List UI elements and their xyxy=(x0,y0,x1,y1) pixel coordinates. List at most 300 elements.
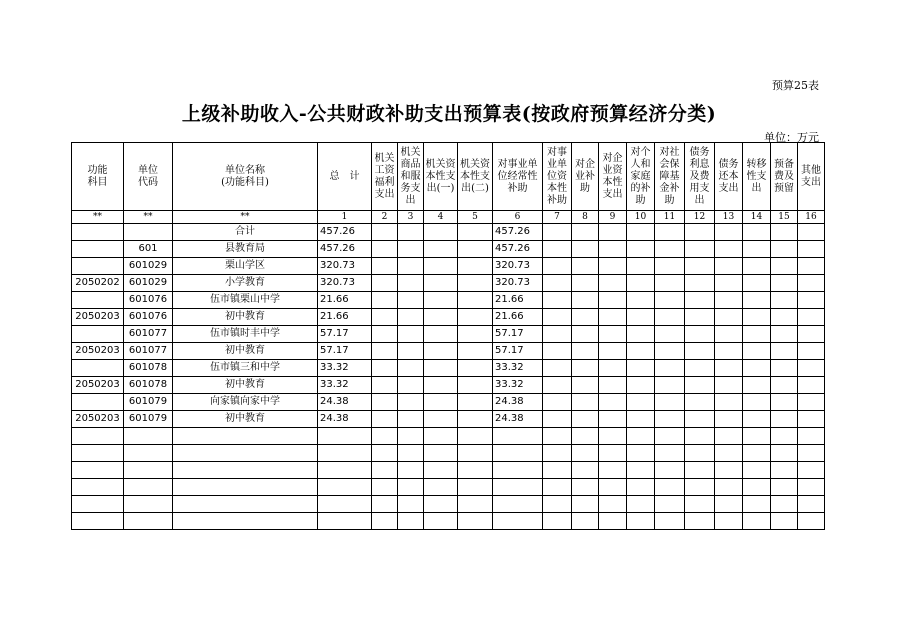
table-cell xyxy=(599,445,627,462)
table-cell xyxy=(771,377,798,394)
column-index-cell: 3 xyxy=(398,211,424,224)
table-cell xyxy=(424,513,458,530)
column-header xyxy=(173,143,318,211)
column-header-line: 助 xyxy=(580,182,590,194)
table-cell xyxy=(398,275,424,292)
table-cell xyxy=(398,360,424,377)
unit-name-cell: 初中教育 xyxy=(173,309,318,326)
table-cell xyxy=(572,275,599,292)
column-header xyxy=(743,143,771,211)
table-cell xyxy=(458,292,493,309)
column-index-cell: ** xyxy=(72,211,124,224)
column-header xyxy=(424,143,458,211)
total-cell: 24.38 xyxy=(318,394,372,411)
table-cell xyxy=(424,343,458,360)
table-cell xyxy=(173,513,318,530)
table-cell xyxy=(572,428,599,445)
table-cell xyxy=(715,428,743,445)
table-cell xyxy=(424,428,458,445)
column-header xyxy=(493,143,543,211)
table-cell xyxy=(715,445,743,462)
table-cell xyxy=(372,241,398,258)
unit-code-cell: 601076 xyxy=(124,309,173,326)
table-cell xyxy=(743,513,771,530)
unit-name-cell: 初中教育 xyxy=(173,343,318,360)
table-cell xyxy=(424,258,458,275)
table-cell xyxy=(318,513,372,530)
unit-name-cell: 向家镇向家中学 xyxy=(173,394,318,411)
table-cell xyxy=(372,258,398,275)
table-row xyxy=(72,377,825,394)
column-index-row xyxy=(72,211,825,224)
table-cell xyxy=(124,462,173,479)
column-header-line: 本性支 xyxy=(460,170,490,182)
table-cell xyxy=(72,445,124,462)
column-header-line: 出 xyxy=(751,182,762,194)
unit-name-cell: 初中教育 xyxy=(173,411,318,428)
table-cell xyxy=(685,479,715,496)
table-cell xyxy=(627,292,655,309)
table-cell xyxy=(398,377,424,394)
table-cell xyxy=(715,275,743,292)
column-header-line: 支出 xyxy=(801,176,821,188)
table-cell xyxy=(715,479,743,496)
table-cell xyxy=(627,496,655,513)
table-cell xyxy=(398,496,424,513)
table-cell xyxy=(318,445,372,462)
unit-code-cell: 601 xyxy=(124,241,173,258)
table-cell xyxy=(543,513,572,530)
column-index-cell: 10 xyxy=(627,211,655,224)
public-institution-subsidy-cell: 33.32 xyxy=(493,377,543,394)
table-cell xyxy=(372,462,398,479)
column-header-line: 单位名称 xyxy=(225,164,265,176)
table-cell xyxy=(771,513,798,530)
table-cell xyxy=(458,479,493,496)
table-cell xyxy=(655,275,685,292)
total-cell: 320.73 xyxy=(318,275,372,292)
total-cell: 33.32 xyxy=(318,360,372,377)
table-cell xyxy=(572,479,599,496)
table-cell xyxy=(627,241,655,258)
table-row xyxy=(72,360,825,377)
table-cell xyxy=(372,343,398,360)
table-cell xyxy=(493,496,543,513)
table-cell xyxy=(372,224,398,241)
table-cell xyxy=(771,411,798,428)
total-cell: 57.17 xyxy=(318,343,372,360)
table-cell xyxy=(599,309,627,326)
column-header-line: 本性支 xyxy=(425,170,456,182)
table-cell xyxy=(771,394,798,411)
total-cell: 320.73 xyxy=(318,258,372,275)
table-cell xyxy=(715,394,743,411)
table-cell xyxy=(543,479,572,496)
column-header xyxy=(685,143,715,211)
page-title: 上级补助收入-公共财政补助支出预算表(按政府预算经济分类) xyxy=(181,103,717,125)
table-cell xyxy=(599,462,627,479)
column-index-cell: ** xyxy=(124,211,173,224)
column-index-cell: 4 xyxy=(424,211,458,224)
column-header xyxy=(655,143,685,211)
column-header-line: 用支 xyxy=(689,182,710,194)
function-code-cell xyxy=(72,394,124,411)
table-cell xyxy=(655,462,685,479)
table-cell xyxy=(771,496,798,513)
table-row xyxy=(72,258,825,275)
table-cell xyxy=(771,360,798,377)
empty-row xyxy=(72,445,825,462)
table-cell xyxy=(493,462,543,479)
empty-row xyxy=(72,496,825,513)
public-institution-subsidy-cell: 24.38 xyxy=(493,394,543,411)
column-header-line: 机关资 xyxy=(460,158,490,170)
table-cell xyxy=(372,377,398,394)
table-cell xyxy=(743,394,771,411)
column-index-cell: 12 xyxy=(685,211,715,224)
column-header xyxy=(572,143,599,211)
unit-code-cell: 601079 xyxy=(124,411,173,428)
table-cell xyxy=(572,292,599,309)
table-cell xyxy=(743,496,771,513)
column-header-line: 助 xyxy=(635,194,646,206)
table-cell xyxy=(173,428,318,445)
table-cell xyxy=(771,479,798,496)
column-header-line: 商品 xyxy=(400,158,421,170)
table-cell xyxy=(543,428,572,445)
table-row xyxy=(72,292,825,309)
header-row xyxy=(72,143,825,211)
function-code-cell: 2050202 xyxy=(72,275,124,292)
table-cell xyxy=(72,428,124,445)
total-cell: 24.38 xyxy=(318,411,372,428)
table-cell xyxy=(655,292,685,309)
table-cell xyxy=(572,462,599,479)
table-cell xyxy=(424,411,458,428)
table-row xyxy=(72,224,825,241)
table-cell xyxy=(715,224,743,241)
table-cell xyxy=(685,394,715,411)
column-header-line: 债务 xyxy=(689,146,710,158)
table-cell xyxy=(599,428,627,445)
column-header-line: 助 xyxy=(664,194,675,206)
unit-name-cell: 初中教育 xyxy=(173,377,318,394)
function-code-cell: 2050203 xyxy=(72,343,124,360)
column-header-line: 位资 xyxy=(547,170,567,182)
table-cell xyxy=(458,326,493,343)
table-cell xyxy=(685,360,715,377)
column-header xyxy=(72,143,124,211)
table-cell xyxy=(424,479,458,496)
column-header-line: 预备 xyxy=(774,158,794,170)
public-institution-subsidy-cell: 24.38 xyxy=(493,411,543,428)
table-cell xyxy=(627,394,655,411)
table-cell xyxy=(173,445,318,462)
table-cell xyxy=(627,479,655,496)
table-cell xyxy=(743,377,771,394)
table-cell xyxy=(493,479,543,496)
table-row xyxy=(72,241,825,258)
table-cell xyxy=(599,496,627,513)
table-cell xyxy=(124,479,173,496)
column-header xyxy=(372,143,398,211)
table-cell xyxy=(543,496,572,513)
unit-code-cell: 601078 xyxy=(124,377,173,394)
table-cell xyxy=(743,258,771,275)
table-cell xyxy=(458,224,493,241)
table-cell xyxy=(372,479,398,496)
table-cell xyxy=(543,326,572,343)
public-institution-subsidy-cell: 457.26 xyxy=(493,241,543,258)
unit-name-cell: 栗山学区 xyxy=(173,258,318,275)
total-cell: 457.26 xyxy=(318,241,372,258)
table-cell xyxy=(398,411,424,428)
public-institution-subsidy-cell: 457.26 xyxy=(493,224,543,241)
table-cell xyxy=(798,445,825,462)
table-cell xyxy=(798,479,825,496)
table-cell xyxy=(424,394,458,411)
table-cell xyxy=(685,258,715,275)
table-cell xyxy=(599,479,627,496)
column-header-line: 支出 xyxy=(718,182,739,194)
table-cell xyxy=(627,360,655,377)
function-code-cell xyxy=(72,224,124,241)
table-cell xyxy=(572,445,599,462)
function-code-cell xyxy=(72,241,124,258)
table-cell xyxy=(655,445,685,462)
table-cell xyxy=(458,343,493,360)
table-cell xyxy=(685,326,715,343)
table-cell xyxy=(424,326,458,343)
total-cell: 21.66 xyxy=(318,292,372,309)
table-cell xyxy=(771,343,798,360)
function-code-cell xyxy=(72,360,124,377)
column-header-line: 转移 xyxy=(746,158,767,170)
table-cell xyxy=(398,428,424,445)
table-row xyxy=(72,343,825,360)
table-cell xyxy=(599,241,627,258)
form-number: 预算25表 xyxy=(772,79,819,92)
table-cell xyxy=(424,224,458,241)
table-cell xyxy=(543,394,572,411)
table-cell xyxy=(572,326,599,343)
unit-name-cell: 小学教育 xyxy=(173,275,318,292)
column-header xyxy=(771,143,798,211)
column-header-line: 及费 xyxy=(689,170,710,182)
table-cell xyxy=(398,258,424,275)
table-cell xyxy=(424,275,458,292)
table-cell xyxy=(771,428,798,445)
table-cell xyxy=(372,445,398,462)
table-cell xyxy=(424,241,458,258)
table-cell xyxy=(124,428,173,445)
table-cell xyxy=(124,445,173,462)
table-cell xyxy=(493,513,543,530)
column-header-line: 单位 xyxy=(138,164,158,176)
table-cell xyxy=(72,462,124,479)
table-cell xyxy=(372,513,398,530)
table-cell xyxy=(72,496,124,513)
table-cell xyxy=(458,377,493,394)
table-cell xyxy=(318,462,372,479)
table-cell xyxy=(572,496,599,513)
table-cell xyxy=(715,292,743,309)
unit-name-cell: 合计 xyxy=(173,224,318,241)
table-cell xyxy=(685,377,715,394)
unit-code-cell: 601029 xyxy=(124,275,173,292)
table-cell xyxy=(798,496,825,513)
empty-row xyxy=(72,462,825,479)
column-index-cell: 11 xyxy=(655,211,685,224)
column-header-line: 补助 xyxy=(547,194,567,206)
table-cell xyxy=(599,360,627,377)
table-cell xyxy=(458,445,493,462)
column-header-line: 对社 xyxy=(659,146,680,158)
table-cell xyxy=(715,360,743,377)
table-cell xyxy=(798,343,825,360)
table-cell xyxy=(685,309,715,326)
column-header-line: 费及 xyxy=(774,170,794,182)
table-row xyxy=(72,411,825,428)
table-cell xyxy=(715,326,743,343)
table-cell xyxy=(627,411,655,428)
table-cell xyxy=(655,496,685,513)
table-cell xyxy=(627,258,655,275)
public-institution-subsidy-cell: 57.17 xyxy=(493,343,543,360)
total-cell: 21.66 xyxy=(318,309,372,326)
column-header-line: 补助 xyxy=(507,182,528,194)
column-header-line: 功能 xyxy=(87,164,108,176)
column-header-line: 人和 xyxy=(630,158,651,170)
column-header xyxy=(318,143,372,211)
table-cell xyxy=(543,309,572,326)
unit-code-cell: 601029 xyxy=(124,258,173,275)
table-cell xyxy=(493,445,543,462)
table-cell xyxy=(627,224,655,241)
table-row xyxy=(72,275,825,292)
table-cell xyxy=(372,275,398,292)
column-header-line: 本性 xyxy=(602,176,623,188)
table-cell xyxy=(715,411,743,428)
table-cell xyxy=(685,462,715,479)
table-cell xyxy=(398,241,424,258)
column-header-line: 障基 xyxy=(659,170,680,182)
table-cell xyxy=(685,241,715,258)
column-header-line: 业资 xyxy=(602,164,623,176)
table-cell xyxy=(543,343,572,360)
table-cell xyxy=(543,445,572,462)
column-index-cell: 2 xyxy=(372,211,398,224)
table-cell xyxy=(798,377,825,394)
column-header-line: 工资 xyxy=(374,164,395,176)
unit-name-cell: 伍市镇时丰中学 xyxy=(173,326,318,343)
table-cell xyxy=(798,411,825,428)
table-cell xyxy=(743,411,771,428)
column-header-line: 对事 xyxy=(547,146,567,158)
column-header xyxy=(124,143,173,211)
table-cell xyxy=(398,309,424,326)
table-cell xyxy=(743,275,771,292)
column-header-line: 对企 xyxy=(575,158,595,170)
table-cell xyxy=(372,394,398,411)
table-cell xyxy=(655,394,685,411)
column-header-line: 对事业单 xyxy=(497,158,538,170)
column-header-line: 出(一) xyxy=(426,182,455,194)
table-cell xyxy=(627,377,655,394)
table-cell xyxy=(572,513,599,530)
table-cell xyxy=(685,292,715,309)
column-index-cell: ** xyxy=(173,211,318,224)
unit-code-cell: 601077 xyxy=(124,343,173,360)
table-cell xyxy=(798,292,825,309)
table-cell xyxy=(398,394,424,411)
table-cell xyxy=(743,445,771,462)
table-cell xyxy=(543,292,572,309)
table-cell xyxy=(627,326,655,343)
column-header-line: (功能科目) xyxy=(221,176,269,188)
table-cell xyxy=(493,428,543,445)
table-cell xyxy=(715,241,743,258)
table-cell xyxy=(685,411,715,428)
table-cell xyxy=(771,275,798,292)
column-index-cell: 6 xyxy=(493,211,543,224)
table-cell xyxy=(655,377,685,394)
table-cell xyxy=(424,360,458,377)
column-header-line: 预留 xyxy=(774,182,794,194)
function-code-cell: 2050203 xyxy=(72,411,124,428)
table-cell xyxy=(743,326,771,343)
column-header xyxy=(798,143,825,211)
table-cell xyxy=(798,513,825,530)
table-cell xyxy=(372,360,398,377)
table-cell xyxy=(72,513,124,530)
column-header-line: 位经常性 xyxy=(497,170,538,182)
table-cell xyxy=(743,360,771,377)
table-row xyxy=(72,394,825,411)
table-cell xyxy=(458,394,493,411)
table-cell xyxy=(798,428,825,445)
total-cell: 33.32 xyxy=(318,377,372,394)
table-cell xyxy=(743,343,771,360)
column-header xyxy=(627,143,655,211)
table-cell xyxy=(424,309,458,326)
table-cell xyxy=(798,326,825,343)
column-index-cell: 9 xyxy=(599,211,627,224)
table-cell xyxy=(655,258,685,275)
public-institution-subsidy-cell: 57.17 xyxy=(493,326,543,343)
table-cell xyxy=(372,411,398,428)
column-header xyxy=(715,143,743,211)
table-cell xyxy=(458,513,493,530)
column-header-line: 家庭 xyxy=(630,170,651,182)
unit-code-cell: 601076 xyxy=(124,292,173,309)
table-cell xyxy=(599,394,627,411)
column-header-line: 机关 xyxy=(374,152,395,164)
table-cell xyxy=(743,428,771,445)
table-cell xyxy=(572,360,599,377)
table-cell xyxy=(715,496,743,513)
table-cell xyxy=(599,513,627,530)
table-cell xyxy=(543,275,572,292)
table-cell xyxy=(771,241,798,258)
table-cell xyxy=(398,445,424,462)
table-cell xyxy=(398,343,424,360)
column-header-line: 出 xyxy=(405,194,416,206)
table-cell xyxy=(458,462,493,479)
column-header-line: 性支 xyxy=(746,170,767,182)
column-index-cell: 13 xyxy=(715,211,743,224)
table-cell xyxy=(685,275,715,292)
